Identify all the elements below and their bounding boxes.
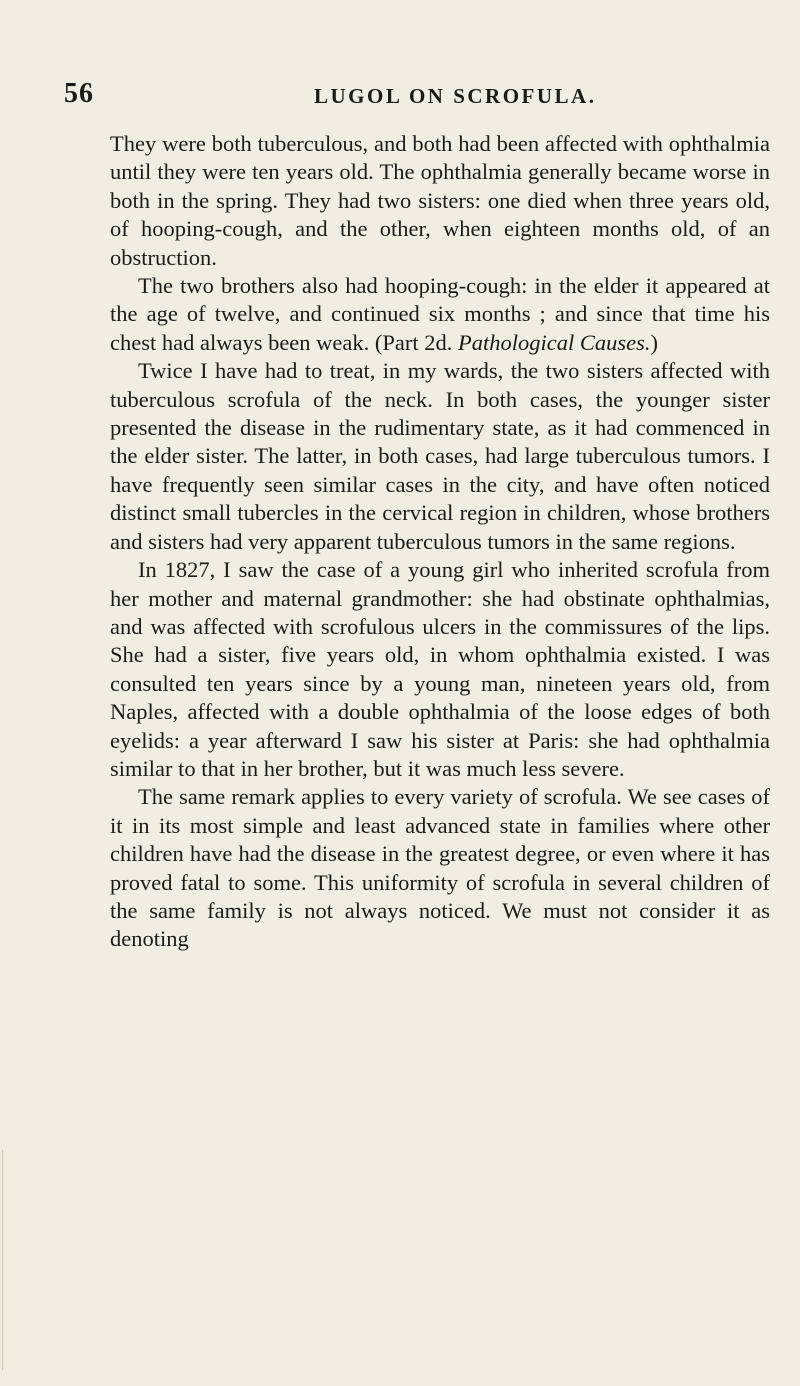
paragraph-2	[110, 272, 770, 357]
paragraph-3: Twice I have had to treat, in my wards, the two sisters affected with tuberculous scrofula of the neck. In both cases, the younger sister presented the disease in the rudimentary state, as it had commenced in the elder sister. The latter, in both cases, had large tuberculous tumors. I have frequently seen similar cases in the city, and have often noticed distinct small tubercles in the cervical region in children, whose brothers and sisters had very apparent tuberculous tumors in the same regions.	[110, 358, 770, 554]
running-head: LUGOL ON SCROFULA.	[314, 84, 597, 108]
page-edge-line	[2, 1150, 3, 1370]
body-text	[110, 130, 770, 954]
paragraph-2-italic: Pathological Causes.	[458, 329, 651, 355]
page-number: 56	[64, 78, 94, 109]
page-header	[64, 78, 764, 118]
paragraph-4: In 1827, I saw the case of a young girl who inherited scrofula from her mother and maternal grandmother: she had obstinate ophthalmias, and was affected with scrofulous ulcers in the commissures of the lips. She had a sister, five years old, in whom ophthalmia existed. I was consulted ten years since by a young man, nineteen years old, from Naples, affected with a double ophthalmia of the loose edges of both eyelids: a year afterward I saw his sister at Paris: she had ophthalmia similar to that in her brother, but it was much less severe.	[110, 557, 770, 781]
paragraph-2-closing: )	[650, 329, 659, 355]
paragraph-2-text: The two brothers also had hooping-cough: in the elder it appeared at the age of twelve, and continued six months ; and since that time his chest had always been weak. (Part 2d.	[110, 273, 770, 355]
paragraph-1: They were both tuberculous, and both had been affected with ophthalmia until they were ten years old. The ophthalmia generally became worse in both in the spring. They had two sisters: one died when three years old, of hooping-cough, and the other, when eighteen months old, of an obstruction.	[110, 131, 770, 270]
paragraph-5: The same remark applies to every variety of scrofula. We see cases of it in its most simple and least advanced state in families where other children have had the disease in the greatest degree, or even where it has proved fatal to some. This uniformity of scrofula in several children of the same family is not always noticed. We must not consider it as denoting	[110, 784, 770, 952]
